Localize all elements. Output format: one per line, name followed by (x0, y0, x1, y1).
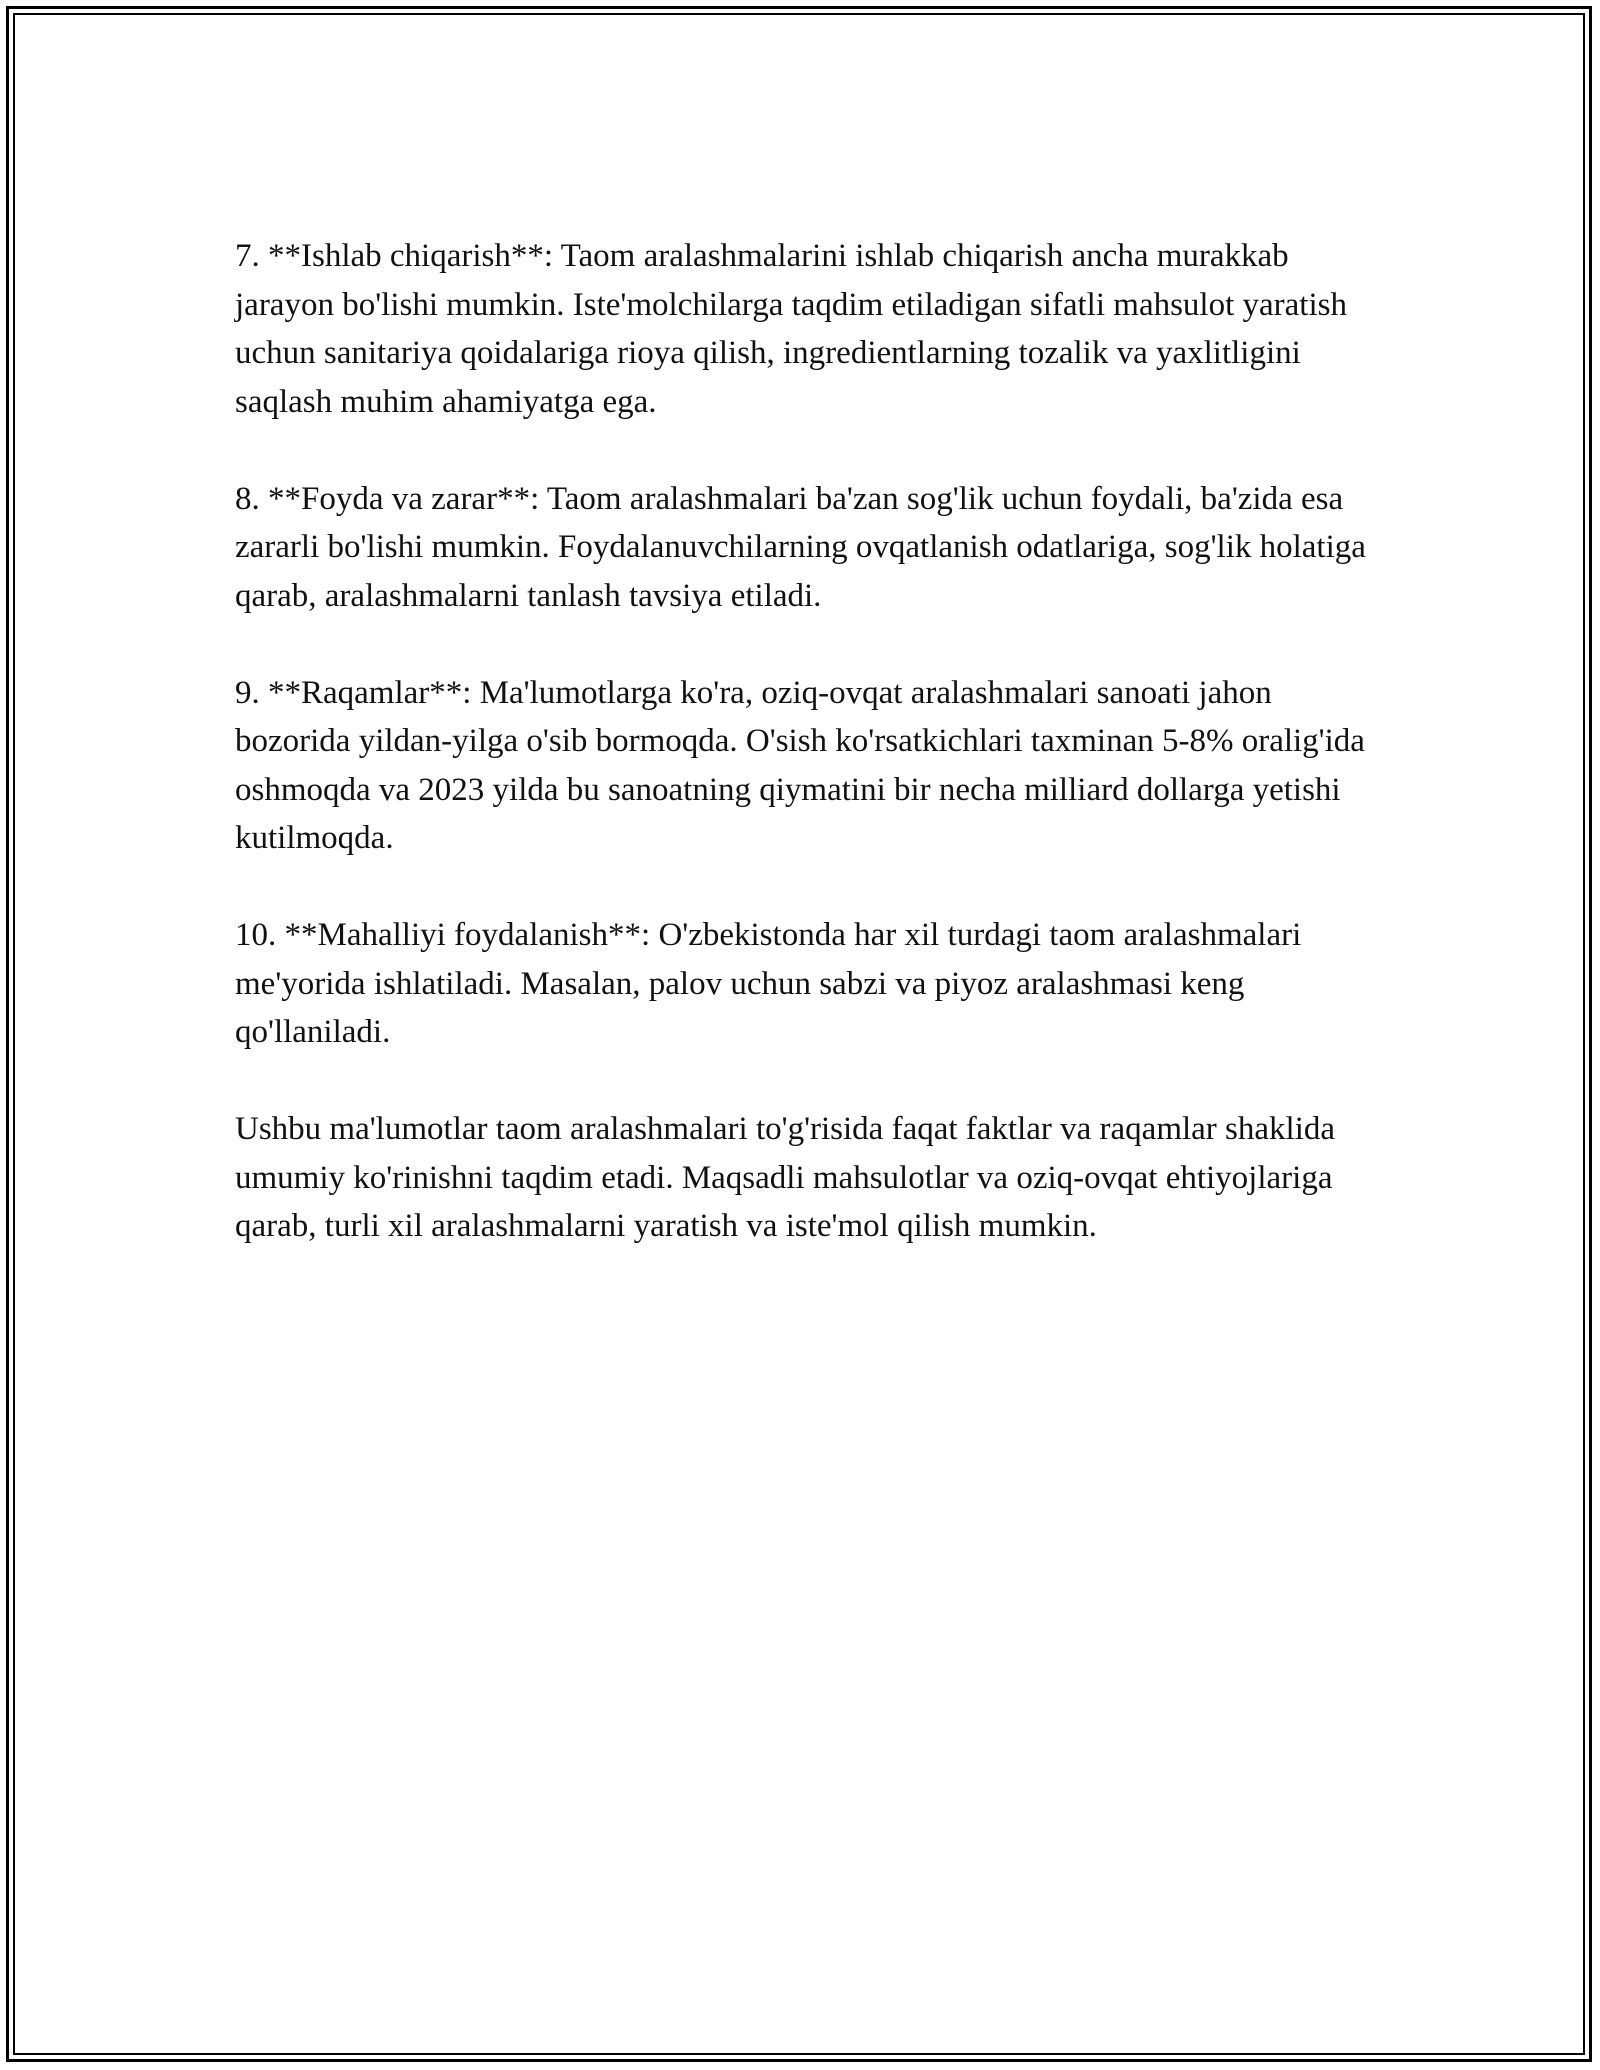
paragraph-item-9: 9. **Raqamlar**: Ma'lumotlarga ko'ra, oziq-ovqat aralashmalari sanoati jahon bozorida yildan-yilga o'sib bormoqda. O'sish ko'rsatkichlari taxminan 5-8% oralig'ida oshmoqda va 2023 yilda bu sanoatning qiymatini bir necha milliard dollarga yetishi kutilmoqda. (235, 674, 1365, 856)
paragraph-summary: Ushbu ma'lumotlar taom aralashmalari to'g'risida faqat faktlar va raqamlar shaklida umumiy ko'rinishni taqdim etadi. Maqsadli mahsulotlar va oziq-ovqat ehtiyojlariga qarab, turli xil aralashmalarni yaratish va iste'mol qilish mumkin. (235, 1111, 1336, 1244)
paragraph-item-8: 8. **Foyda va zarar**: Taom aralashmalari ba'zan sog'lik uchun foydali, ba'zida esa zararli bo'lishi mumkin. Foydalanuvchilarning ovqatlanish odatlariga, sog'lik holatiga qarab, aralashmalarni tanlash tavsiya etiladi. (235, 480, 1366, 614)
paragraph-item-10: 10. **Mahalliyi foydalanish**: O'zbekistonda har xil turdagi taom aralashmalari me'yorida ishlatiladi. Masalan, palov uchun sabzi va piyoz aralashmasi keng qo'llaniladi. (235, 917, 1302, 1050)
document-body (235, 232, 1375, 1299)
paragraph-item-7: 7. **Ishlab chiqarish**: Taom aralashmalarini ishlab chiqarish ancha murakkab jarayon bo'lishi mumkin. Iste'molchilarga taqdim etiladigan sifatli mahsulot yaratish uchun sanitariya qoidalariga rioya qilish, ingredientlarning tozalik va yaxlitligini saqlash muhim ahamiyatga ega. (235, 238, 1347, 420)
